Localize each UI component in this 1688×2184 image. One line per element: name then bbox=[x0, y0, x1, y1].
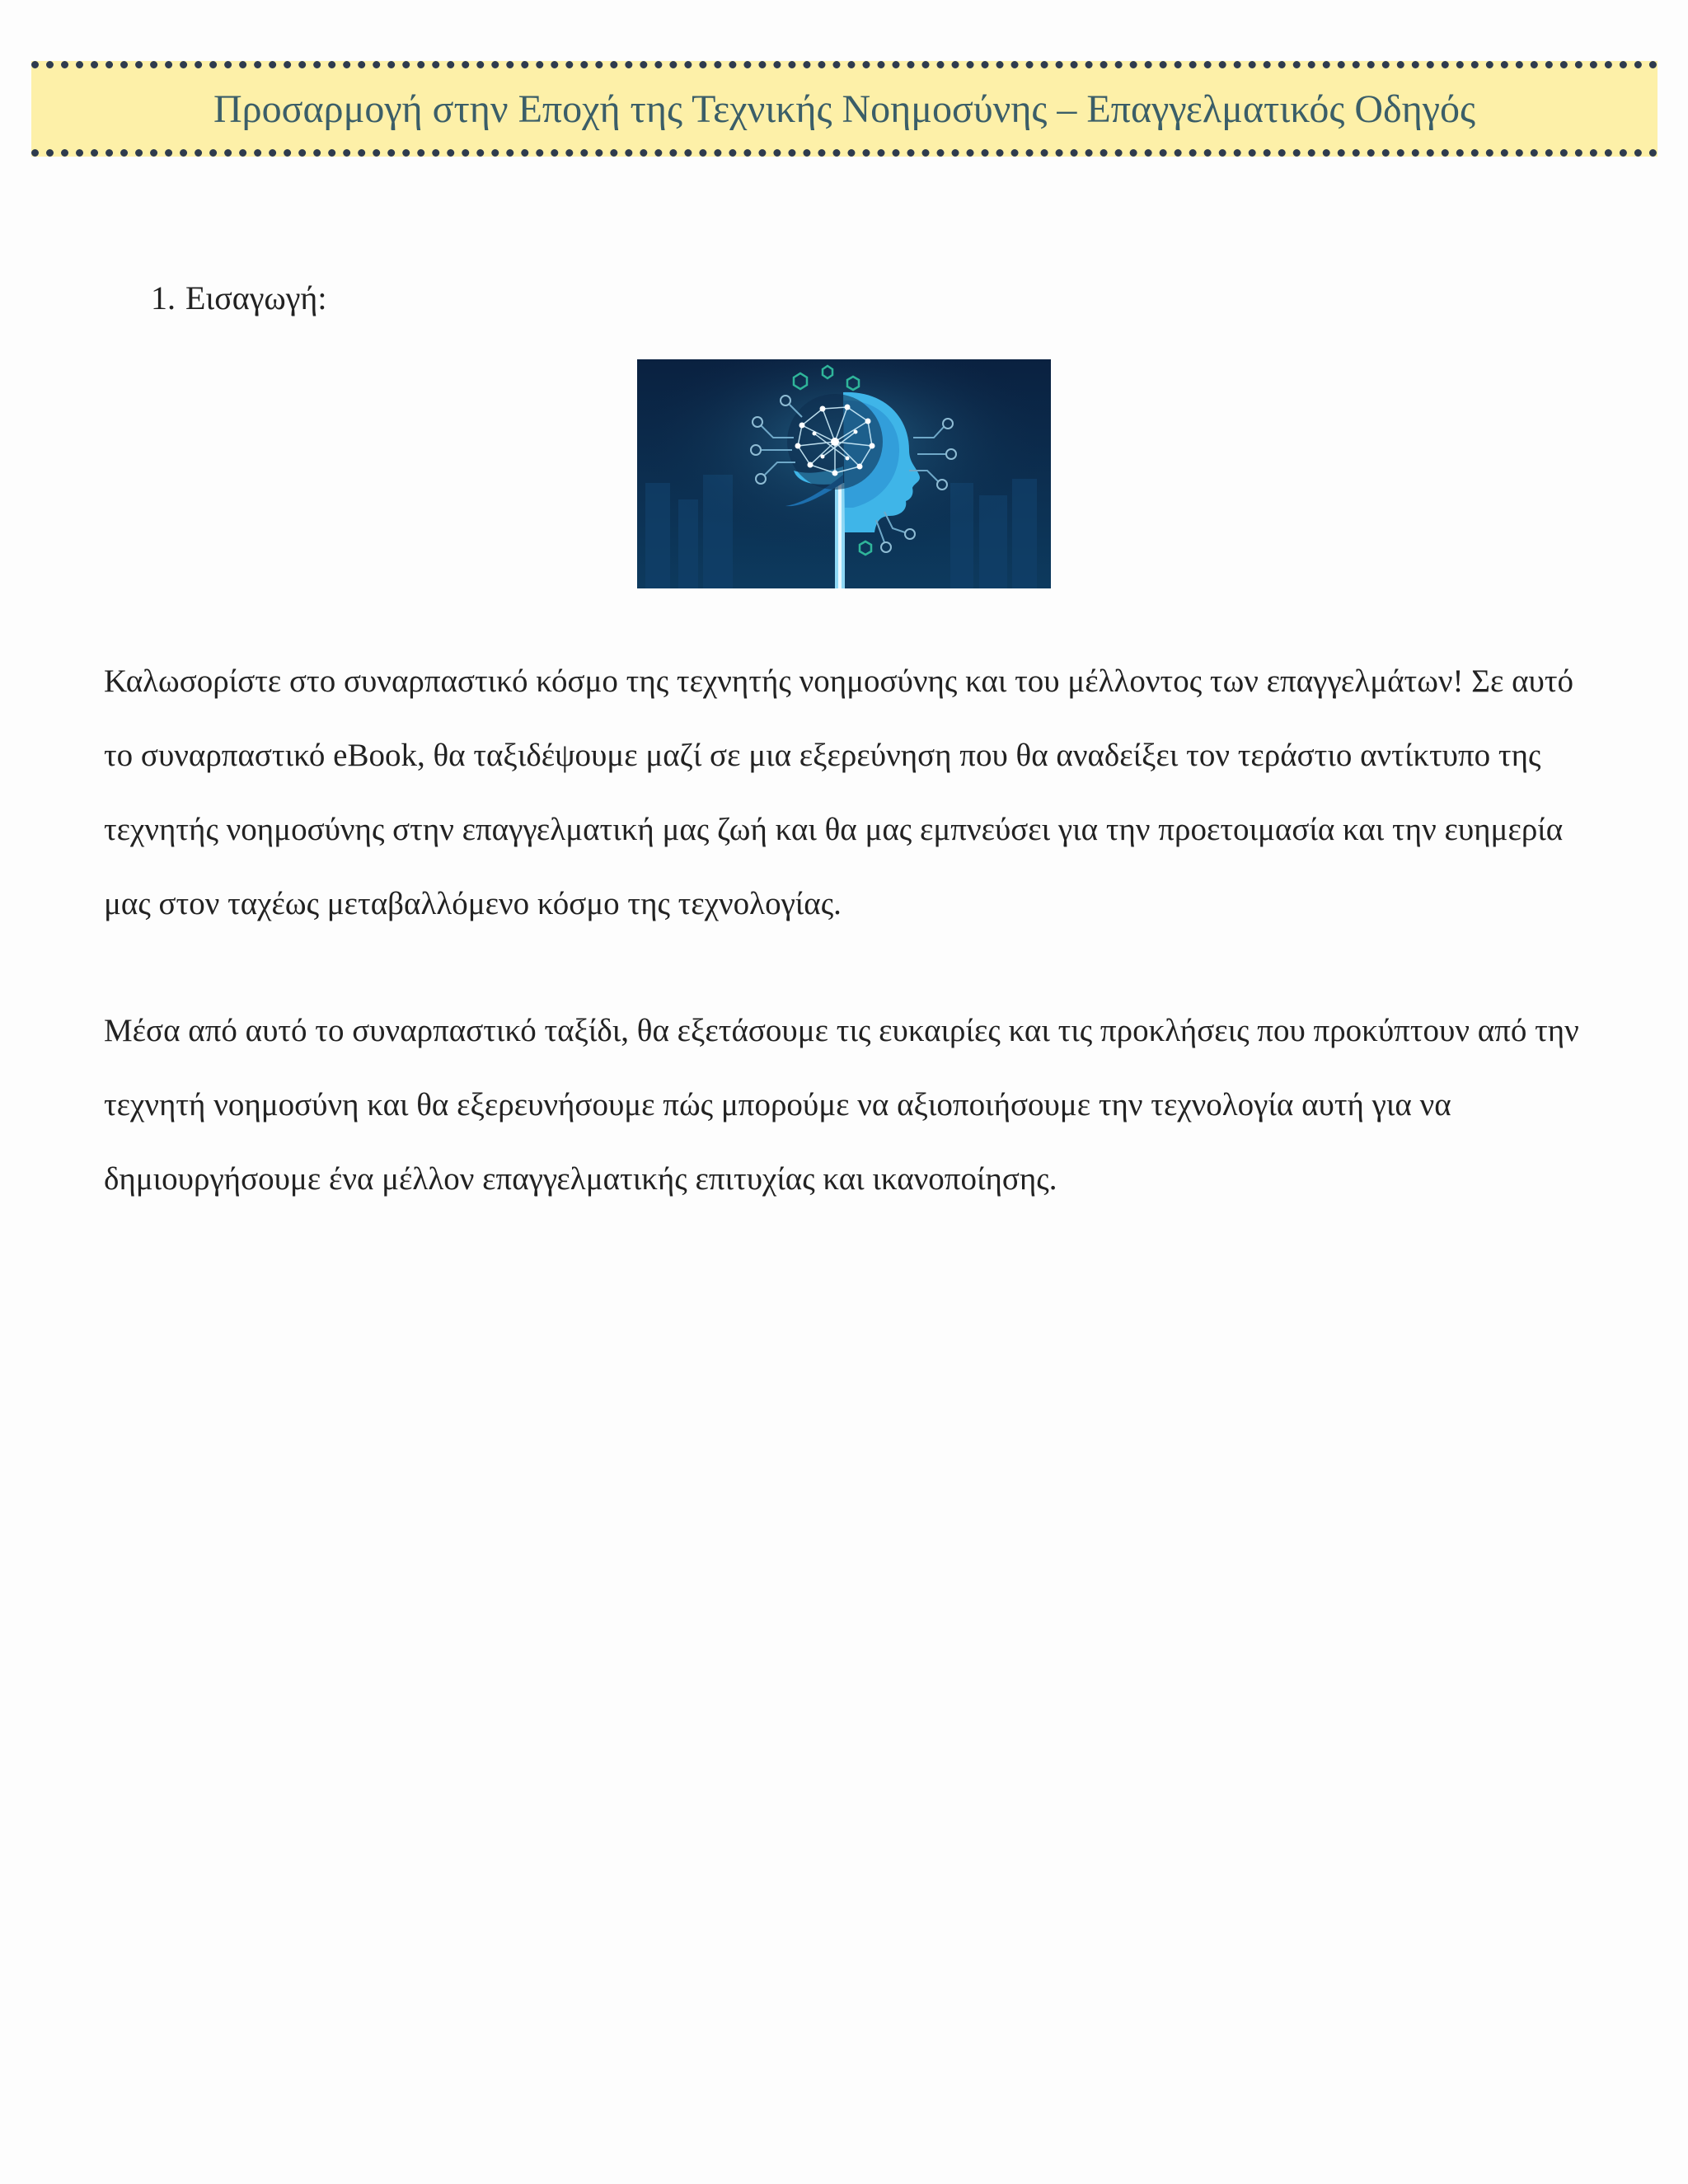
page-title: Προσαρμογή στην Εποχή της Τεχνικής Νοημοσύνης – Επαγγελματικός Οδηγός bbox=[213, 87, 1475, 131]
ai-head-brain-circuit-icon bbox=[637, 359, 1051, 588]
section-number: 1. bbox=[151, 279, 176, 316]
section-heading-text: Εισαγωγή: bbox=[185, 279, 327, 316]
section-heading bbox=[151, 279, 326, 317]
intro-paragraph-2: Μέσα από αυτό το συναρπαστικό ταξίδι, θα εξετάσουμε τις ευκαιρίες και τις προκλήσεις που προκύπτουν από την τεχνητή νοημοσύνη και θα εξερευνήσουμε πώς μπορούμε να αξιοποιήσουμε την τεχνολογία αυτή για να δημιουργήσουμε ένα μέλλον επαγγελματικής επιτυχίας και ικανοποίησης. bbox=[104, 1013, 1579, 1197]
intro-paragraph-1: Καλωσορίστε στο συναρπαστικό κόσμο της τεχνητής νοημοσύνης και του μέλλοντος των επαγγελμάτων! Σε αυτό το συναρπαστικό eBook, θα ταξιδέψουμε μαζί σε μια εξερεύνηση που θα αναδείξει τον τεράστιο αντίκτυπο της τεχνητής νοημοσύνης στην επαγγελματική μας ζωή και θα μας εμπνεύσει για την προετοιμασία και την ευημερία μας στον ταχέως μεταβαλλόμενο κόσμο της τεχνολογίας. bbox=[104, 663, 1574, 921]
title-banner bbox=[31, 61, 1658, 157]
